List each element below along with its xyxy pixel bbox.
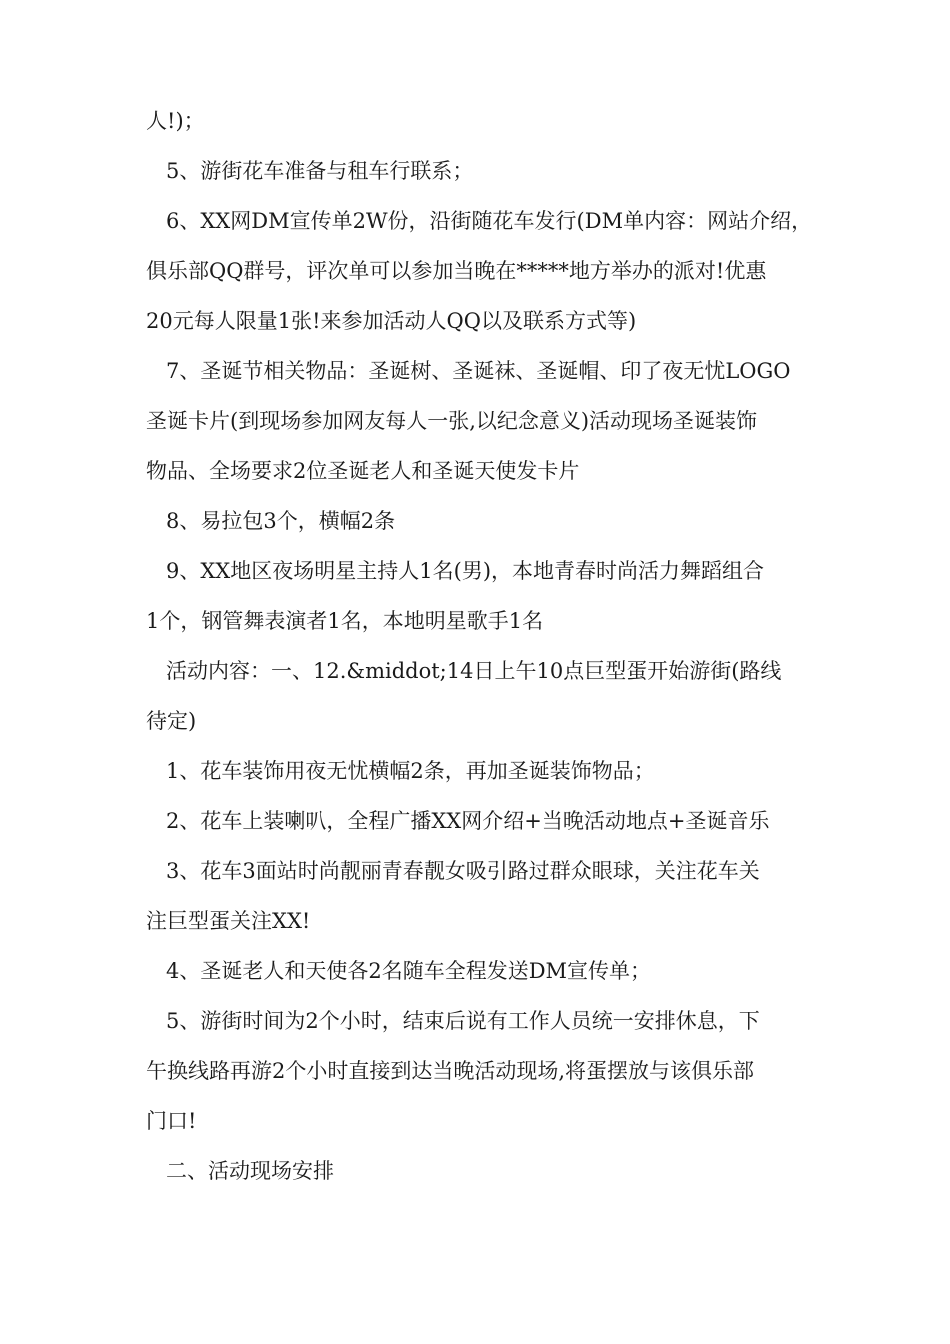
text-line: 1个，钢管舞表演者1名，本地明星歌手1名 (146, 609, 544, 633)
text-line: 注巨型蛋关注XX! (146, 909, 311, 933)
text-line: 6、XX网DM宣传单2W份，沿街随花车发行(DM单内容：网站介绍， (166, 209, 813, 233)
text-line: 7、圣诞节相关物品：圣诞树、圣诞袜、圣诞帽、印了夜无忧LOGO (166, 359, 791, 383)
text-line: 20元每人限量1张!来参加活动人QQ以及联系方式等) (146, 309, 637, 333)
text-line: 9、XX地区夜场明星主持人1名(男)，本地青春时尚活力舞蹈组合 (166, 559, 765, 583)
text-line: 圣诞卡片(到现场参加网友每人一张,以纪念意义)活动现场圣诞装饰 (146, 409, 758, 433)
text-line: 1、花车装饰用夜无忧横幅2条，再加圣诞装饰物品； (166, 759, 655, 783)
text-line: 午换线路再游2个小时直接到达当晚活动现场,将蛋摆放与该俱乐部 (146, 1059, 755, 1083)
text-line: 人!)； (146, 109, 205, 133)
text-line: 活动内容：一、12.&middot;14日上午10点巨型蛋开始游街(路线 (166, 659, 782, 683)
text-line: 待定) (146, 709, 197, 733)
text-line: 8、易拉包3个，横幅2条 (166, 509, 396, 533)
document-body (146, 96, 816, 1196)
text-line: 门口! (146, 1109, 197, 1133)
text-line: 5、游街时间为2个小时，结束后说有工作人员统一安排休息，下 (166, 1009, 760, 1033)
text-line: 3、花车3面站时尚靓丽青春靓女吸引路过群众眼球，关注花车关 (166, 859, 760, 883)
text-line: 4、圣诞老人和天使各2名随车全程发送DM宣传单； (166, 959, 652, 983)
text-line: 俱乐部QQ群号，评次单可以参加当晚在*****地方举办的派对!优惠 (146, 259, 767, 283)
text-line: 2、花车上装喇叭，全程广播XX网介绍+当晚活动地点+圣诞音乐 (166, 809, 770, 833)
section-heading: 二、活动现场安排 (166, 1159, 334, 1183)
text-line: 5、游街花车准备与租车行联系； (166, 159, 474, 183)
text-line: 物品、全场要求2位圣诞老人和圣诞天使发卡片 (146, 459, 580, 483)
